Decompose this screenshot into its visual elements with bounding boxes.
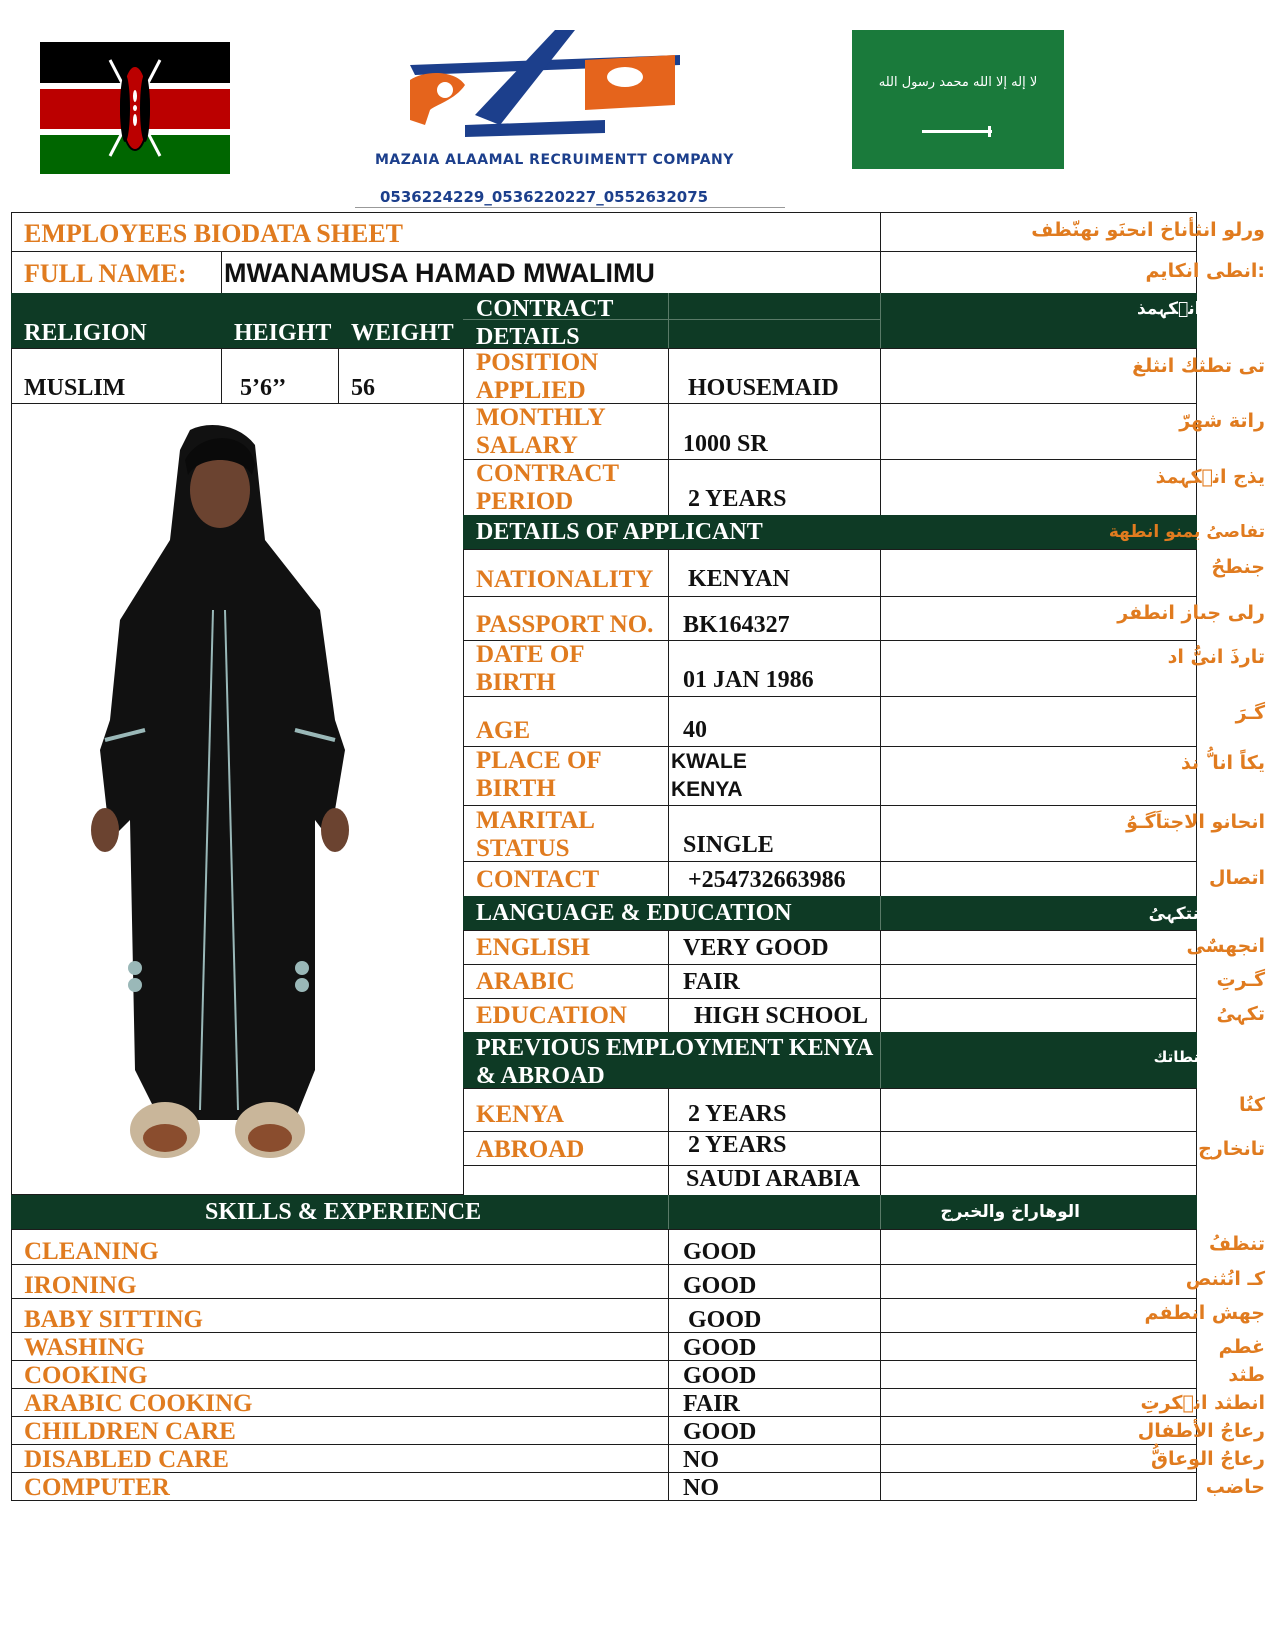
- language-header-vline: [880, 896, 881, 931]
- language-header: LANGUAGE & EDUCATION: [476, 900, 792, 926]
- contact-ar-cell: [880, 861, 1197, 897]
- skill-ar: انطثد انۡکرتِ: [1140, 1392, 1265, 1414]
- skill-value: GOOD: [683, 1239, 757, 1265]
- prev-kenya-ar: كنُا: [1239, 1094, 1265, 1116]
- skills-header-vline2: [880, 1195, 881, 1230]
- full-name-label: FULL NAME:: [24, 259, 187, 288]
- contract-header: CONTRACT DETAILS: [476, 296, 613, 350]
- position-applied-value: HOUSEMAID: [688, 375, 839, 401]
- company-logo: [405, 25, 680, 140]
- skills-header-vline: [668, 1195, 669, 1230]
- sheet-title-ar: ورلو انثأناخ انحنَو نهنّظف: [1031, 219, 1265, 241]
- skill-ar: جهش انطفم: [1144, 1302, 1265, 1324]
- nationality-label: NATIONALITY: [476, 566, 654, 593]
- contract-header-ar: تفاصىُ انۡکہمذ: [1136, 299, 1265, 319]
- previous-header-vline: [880, 1032, 881, 1089]
- passport-value: BK164327: [683, 612, 790, 638]
- marital-label: MARITAL STATUS: [476, 807, 594, 862]
- prev-abroad-label: ABROAD: [476, 1136, 585, 1163]
- skill-label: IRONING: [24, 1272, 137, 1299]
- saudi-sword: [922, 130, 992, 133]
- prev-country-value: SAUDI ARABIA: [686, 1166, 861, 1192]
- pob-ar-cell: [880, 746, 1197, 806]
- position-applied-label: POSITION APPLIED: [476, 349, 599, 404]
- pob-label: PLACE OF BIRTH: [476, 747, 601, 802]
- company-phones: 0536224229_0536220227_0552632075: [380, 188, 709, 206]
- prev-kenya-value: 2 YEARS: [688, 1101, 787, 1127]
- skill-label: COOKING: [24, 1362, 148, 1389]
- skill-ar: كـ انُثنص: [1185, 1268, 1265, 1290]
- education-value: HIGH SCHOOL: [694, 1003, 869, 1029]
- full-name-value: MWANAMUSA HAMAD MWALIMU: [224, 258, 655, 288]
- contract-header-vline: [668, 293, 669, 349]
- pob-value: KWALE KENYA: [671, 750, 747, 801]
- skill-label: CLEANING: [24, 1238, 159, 1265]
- religion-value: MUSLIM: [24, 375, 126, 401]
- skill-value: GOOD: [688, 1307, 762, 1333]
- skill-ar: طثد: [1228, 1364, 1265, 1386]
- height-value: 5’6’’: [240, 375, 287, 401]
- english-ar: انجهسٌی: [1186, 935, 1265, 957]
- arabic-ar: گـرتِ: [1216, 969, 1265, 991]
- age-ar: گـرَ: [1235, 702, 1265, 724]
- position-applied-ar: تی تطثك انثلغ: [1132, 355, 1265, 377]
- full-name-ar: انطی انکایم:: [1145, 260, 1265, 282]
- skill-ar-cell: [880, 1332, 1197, 1361]
- skill-ar-cell: [880, 1444, 1197, 1473]
- education-ar: تکہىُ: [1216, 1003, 1265, 1025]
- prev-country-ar-cell: [880, 1165, 1197, 1196]
- skill-ar-cell: [880, 1472, 1197, 1501]
- prev-abroad-ar-cell: [880, 1131, 1197, 1166]
- arabic-ar-cell: [880, 964, 1197, 999]
- skill-value: GOOD: [683, 1335, 757, 1361]
- prev-kenya-ar-cell: [880, 1088, 1197, 1132]
- marital-ar: انحانو الاجتاَگـوُ: [1126, 811, 1265, 833]
- contact-ar: اتصال: [1209, 867, 1265, 889]
- monthly-salary-ar: راتة شهرّ: [1179, 410, 1265, 432]
- skill-ar: رعاجُ الأطفال: [1137, 1420, 1265, 1442]
- passport-label: PASSPORT NO.: [476, 611, 654, 638]
- language-header-ar: انهغو وانتکہىُ: [1148, 904, 1265, 924]
- previous-header-ar: انتىظفُ انطاتك: [1153, 1048, 1265, 1066]
- english-value: VERY GOOD: [683, 935, 829, 961]
- contract-row-3-ar-cell: [880, 459, 1197, 516]
- dob-ar-cell: [880, 640, 1197, 697]
- arabic-value: FAIR: [683, 969, 740, 995]
- saudi-flag-script: لا إله إلا الله محمد رسول الله: [878, 75, 1038, 90]
- skill-value: GOOD: [683, 1419, 757, 1445]
- monthly-salary-value: 1000 SR: [683, 431, 768, 457]
- height-label: HEIGHT: [234, 320, 332, 346]
- weight-label: WEIGHT: [351, 320, 454, 346]
- skill-label: WASHING: [24, 1334, 145, 1361]
- kenya-flag: [40, 42, 230, 174]
- company-name: MAZAIA ALAAMAL RECRUIMENTT COMPANY: [375, 152, 734, 168]
- applicant-header-ar: تفاصىُ یمنو انطهة: [1108, 522, 1265, 542]
- age-value: 40: [683, 717, 707, 743]
- education-ar-cell: [880, 998, 1197, 1033]
- weight-value: 56: [351, 375, 375, 401]
- arabic-label: ARABIC: [476, 968, 575, 995]
- prev-country-label-cell: [463, 1165, 669, 1196]
- contact-label: CONTACT: [476, 866, 600, 893]
- skill-value: NO: [683, 1447, 719, 1473]
- skill-label: BABY SITTING: [24, 1306, 203, 1333]
- english-ar-cell: [880, 930, 1197, 965]
- skill-ar: تنظفُ: [1208, 1233, 1265, 1255]
- nationality-value: KENYAN: [688, 566, 790, 592]
- prev-abroad-ar: تانخارج: [1198, 1138, 1265, 1160]
- applicant-header: DETAILS OF APPLICANT: [476, 519, 763, 545]
- contract-header-vline2: [880, 293, 881, 349]
- skill-label: COMPUTER: [24, 1474, 170, 1501]
- skill-value: GOOD: [683, 1363, 757, 1389]
- contract-period-value: 2 YEARS: [688, 486, 787, 512]
- marital-value: SINGLE: [683, 832, 774, 858]
- skill-label: DISABLED CARE: [24, 1446, 229, 1473]
- skills-header: SKILLS & EXPERIENCE: [205, 1199, 482, 1225]
- nationality-ar-cell: [880, 549, 1197, 597]
- pob-ar: یکاً انا ُّ نذ: [1180, 752, 1265, 774]
- skill-ar: رعاجُ الوعاقُّ: [1150, 1448, 1265, 1470]
- age-label: AGE: [476, 717, 531, 744]
- education-label: EDUCATION: [476, 1002, 627, 1029]
- contract-row-2-ar-cell: [880, 403, 1197, 460]
- contract-period-ar: یذج انۡکہمذ: [1155, 466, 1265, 488]
- skill-value: GOOD: [683, 1273, 757, 1299]
- skill-ar-cell: [880, 1264, 1197, 1299]
- skill-label: ARABIC COOKING: [24, 1390, 253, 1417]
- phones-underline: [355, 207, 785, 208]
- prev-abroad-value: 2 YEARS: [688, 1132, 787, 1158]
- monthly-salary-label: MONTHLY SALARY: [476, 404, 605, 459]
- skill-label: CHILDREN CARE: [24, 1418, 236, 1445]
- contract-period-label: CONTRACT PERIOD: [476, 460, 619, 515]
- skills-header-ar: الوهاراخ والخبرج: [940, 1202, 1080, 1222]
- previous-header: PREVIOUS EMPLOYMENT KENYA & ABROAD: [476, 1035, 873, 1089]
- applicant-photo: [90, 420, 350, 1165]
- english-label: ENGLISH: [476, 934, 590, 961]
- nationality-ar: جنطحُ: [1211, 556, 1265, 578]
- dob-label: DATE OF BIRTH: [476, 641, 584, 696]
- skill-ar: غطم: [1218, 1336, 1265, 1358]
- skill-ar: حاضب: [1205, 1476, 1265, 1498]
- passport-ar: رلى جىاز انطفر: [1117, 602, 1265, 624]
- sheet-title: EMPLOYEES BIODATA SHEET: [24, 219, 404, 248]
- dob-ar: تارذَ انىُّ اد: [1167, 646, 1265, 668]
- skill-ar-cell: [880, 1229, 1197, 1265]
- dob-value: 01 JAN 1986: [683, 667, 814, 693]
- skill-value: FAIR: [683, 1391, 740, 1417]
- contact-value: +254732663986: [688, 867, 846, 893]
- saudi-flag: [852, 30, 1064, 169]
- prev-kenya-label: KENYA: [476, 1101, 564, 1128]
- religion-label: RELIGION: [24, 320, 147, 346]
- skill-value: NO: [683, 1475, 719, 1501]
- skill-ar-cell: [880, 1360, 1197, 1389]
- age-ar-cell: [880, 696, 1197, 747]
- saudi-sword-hilt: [988, 126, 991, 137]
